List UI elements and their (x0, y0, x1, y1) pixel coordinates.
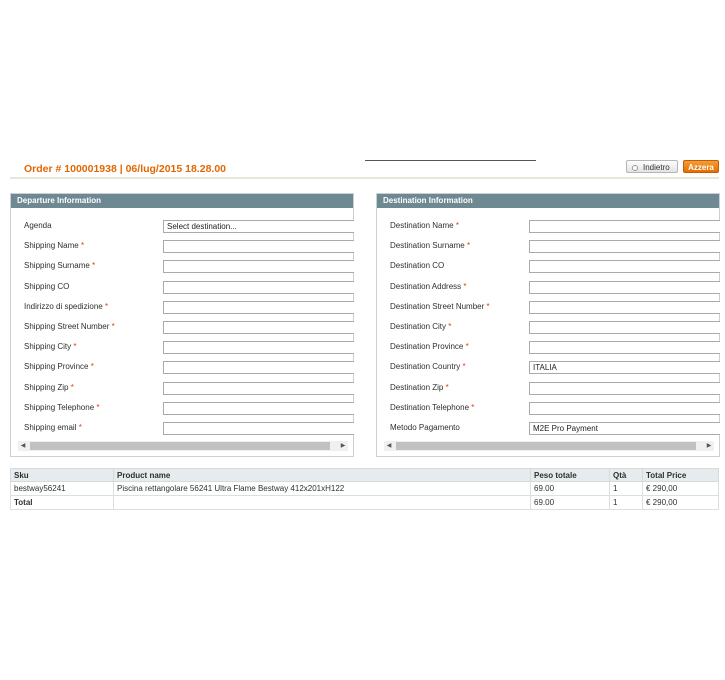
column-header-weight: Peso totale (531, 469, 610, 482)
required-asterisk: * (80, 241, 85, 251)
field-label (24, 241, 84, 250)
shipping-street-number-input[interactable] (163, 321, 354, 334)
field-label-text: Shipping Province (24, 362, 89, 372)
form-row-destination-telephone (377, 402, 719, 415)
form-row-shipping-zip (11, 382, 353, 395)
field-label (24, 261, 95, 270)
field-label-text: Shipping Surname (24, 261, 90, 271)
shipping-co-input[interactable] (163, 281, 354, 294)
required-asterisk: * (111, 322, 115, 331)
field-label-text: Metodo Pagamento (390, 423, 460, 432)
field-label-text: Shipping Street Number (24, 322, 110, 331)
form-row-indirizzo-di-spedizione (11, 301, 353, 314)
cell-total-weight: 69.00 (531, 496, 610, 510)
destination-panel (376, 193, 720, 457)
form-row-destination-street-number (377, 301, 719, 314)
departure-scrollbar[interactable] (18, 441, 348, 451)
required-asterisk: * (445, 382, 449, 392)
field-label (390, 342, 469, 351)
field-label (390, 302, 490, 311)
cell-product-name: Piscina rettangolare 56241 Ultra Flame Bestway 412x201xH122 (114, 482, 531, 496)
field-label-text: Destination Province (390, 342, 464, 352)
reset-button[interactable]: Azzera (683, 160, 719, 173)
scroll-thumb[interactable] (396, 442, 696, 450)
form-row-shipping-email (11, 422, 353, 435)
metodo-pagamento-input[interactable]: M2E Pro Payment (529, 422, 720, 435)
required-asterisk: * (462, 362, 466, 372)
destination-province-input[interactable] (529, 341, 720, 354)
form-row-destination-city (377, 321, 719, 334)
cell-weight: 69.00 (531, 482, 610, 496)
required-asterisk: * (463, 281, 467, 291)
order-items-table (10, 468, 719, 510)
required-asterisk: * (92, 261, 96, 271)
cell-total-label: Total (11, 496, 114, 510)
form-row-destination-surname (377, 240, 719, 253)
required-asterisk: * (70, 382, 74, 392)
destination-scrollbar[interactable] (384, 441, 714, 451)
shipping-email-input[interactable] (163, 422, 354, 435)
form-row-shipping-city (11, 341, 353, 354)
field-label (24, 362, 94, 371)
field-label (24, 423, 82, 432)
field-label-text: Destination Surname (390, 241, 465, 251)
column-header-sku: Sku (11, 469, 114, 482)
form-row-destination-address (377, 281, 719, 294)
departure-panel-title: Departure Information (11, 194, 353, 208)
table-header-row (11, 469, 719, 482)
field-label-text: Destination Country (390, 362, 461, 372)
required-asterisk: * (486, 301, 490, 311)
destination-zip-input[interactable] (529, 382, 720, 395)
field-label (24, 342, 77, 351)
cell-qty: 1 (610, 482, 643, 496)
destination-country-input[interactable]: ITALIA (529, 361, 720, 374)
field-label (390, 423, 460, 432)
form-row-shipping-province (11, 361, 353, 374)
field-label (390, 403, 474, 412)
field-label-text: Shipping City (24, 342, 72, 352)
triangle-left-icon[interactable]: ◀ (20, 443, 26, 449)
required-asterisk: * (465, 342, 469, 352)
form-row-destination-province (377, 341, 719, 354)
field-label (24, 221, 52, 230)
field-label-text: Agenda (24, 221, 52, 230)
column-header-product-name: Product name (114, 469, 531, 482)
back-icon (632, 165, 638, 171)
field-label (24, 403, 100, 412)
field-label (24, 302, 108, 311)
field-label (390, 383, 449, 392)
field-label (390, 282, 467, 291)
field-label-text: Shipping Zip (24, 382, 69, 392)
field-label-text: Destination CO (390, 261, 445, 271)
form-row-destination-zip (377, 382, 719, 395)
cell-total-empty (114, 496, 531, 510)
form-row-destination-name (377, 220, 719, 233)
cell-total-price-sum: € 290,00 (643, 496, 719, 510)
destination-telephone-input[interactable] (529, 402, 720, 415)
form-row-destination-co (377, 260, 719, 273)
shipping-zip-input[interactable] (163, 382, 354, 395)
form-row-shipping-street-number (11, 321, 353, 334)
form-row-shipping-co (11, 281, 353, 294)
field-label-text: Destination Address (390, 281, 462, 291)
required-asterisk: * (455, 221, 459, 230)
form-row-shipping-name (11, 240, 353, 253)
field-label-text: Destination Name (390, 221, 454, 230)
required-asterisk: * (104, 301, 109, 311)
form-row-metodo-pagamento (377, 422, 719, 435)
shipping-surname-input[interactable] (163, 260, 354, 273)
field-label (390, 322, 451, 331)
back-button[interactable] (626, 160, 678, 173)
field-label-text: Shipping CO (24, 281, 70, 291)
shipping-province-input[interactable] (163, 361, 354, 374)
field-label-text: Shipping email (24, 423, 77, 432)
field-label (24, 383, 74, 392)
triangle-right-icon[interactable]: ▶ (706, 443, 712, 449)
header-divider (365, 160, 536, 161)
page-title: Order # 100001938 | 06/lug/2015 18.28.00 (24, 163, 227, 175)
field-label-text: Shipping Telephone (24, 402, 95, 412)
field-label-text: Destination Street Number (390, 301, 485, 311)
field-label-text: Destination Zip (390, 382, 444, 392)
destination-address-input[interactable] (529, 281, 720, 294)
field-label (390, 241, 470, 250)
cell-total-qty: 1 (610, 496, 643, 510)
field-label (390, 261, 444, 270)
destination-name-input[interactable] (529, 220, 720, 233)
column-header-qty: Qtà (610, 469, 643, 482)
column-header-total-price: Total Price (643, 469, 719, 482)
destination-panel-title: Destination Information (377, 194, 719, 208)
field-label (390, 362, 466, 371)
shipping-telephone-input[interactable] (163, 402, 354, 415)
form-row-shipping-telephone (11, 402, 353, 415)
destination-street-number-input[interactable] (529, 301, 720, 314)
departure-panel (10, 193, 354, 457)
cell-total-price: € 290,00 (643, 482, 719, 496)
required-asterisk: * (73, 342, 77, 352)
table-row (11, 482, 719, 496)
table-total-row (11, 496, 719, 510)
field-label-text: Indirizzo di spedizione (24, 301, 103, 311)
field-label-text: Destination City (390, 322, 447, 331)
destination-surname-input[interactable] (529, 240, 720, 253)
required-asterisk: * (448, 322, 452, 331)
form-row-destination-country (377, 361, 719, 374)
triangle-left-icon[interactable]: ◀ (386, 443, 392, 449)
field-label (390, 221, 459, 230)
field-label-text: Shipping Name (24, 241, 79, 251)
required-asterisk: * (466, 241, 471, 251)
required-asterisk: * (471, 402, 475, 412)
required-asterisk: * (96, 402, 100, 412)
triangle-right-icon[interactable]: ▶ (340, 443, 346, 449)
form-row-agenda (11, 220, 353, 233)
field-label-text: Destination Telephone (390, 402, 470, 412)
cell-sku: bestway56241 (11, 482, 114, 496)
required-asterisk: * (90, 362, 94, 372)
shipping-name-input[interactable] (163, 240, 354, 253)
indirizzo-di-spedizione-input[interactable] (163, 301, 354, 314)
shipping-city-input[interactable] (163, 341, 354, 354)
scroll-thumb[interactable] (30, 442, 330, 450)
header-separator (10, 177, 719, 179)
destination-co-input[interactable] (529, 260, 720, 273)
agenda-select[interactable]: Select destination... (163, 220, 354, 233)
field-label (24, 282, 69, 291)
back-button-label: Indietro (643, 163, 670, 172)
required-asterisk: * (78, 423, 82, 432)
field-label (24, 322, 115, 331)
destination-city-input[interactable] (529, 321, 720, 334)
form-row-shipping-surname (11, 260, 353, 273)
